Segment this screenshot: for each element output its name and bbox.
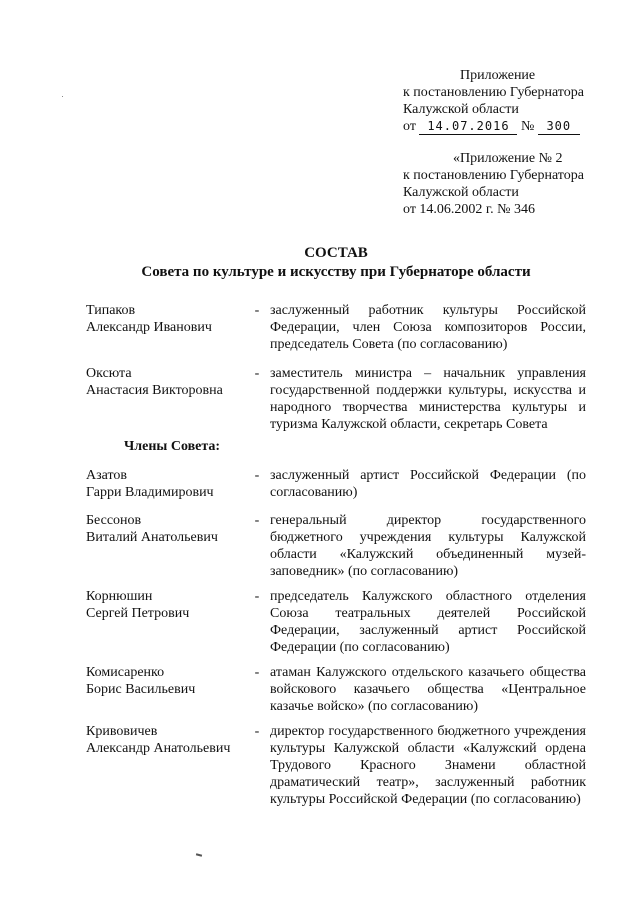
person-name [86, 512, 246, 546]
person-surname: Корнюшин [86, 589, 153, 604]
document-title: СОСТАВ [304, 245, 368, 261]
dash: - [254, 589, 260, 604]
person-surname: Бессонов [86, 513, 142, 528]
person-row [86, 365, 586, 445]
person-name [86, 365, 246, 399]
person-given-name: Александр Иванович [86, 320, 212, 335]
person-description: атаман Калужского отдельского казачьего общества войскового казачьего общества «Центральное казачье войско» (по согласованию) [270, 665, 586, 714]
person-surname: Типаков [86, 303, 136, 318]
date-value: 14.07.2016 [419, 119, 517, 135]
appendix2-line-2: Калужской области [403, 185, 519, 200]
person-given-name: Борис Васильевич [86, 682, 196, 697]
scan-mark [196, 853, 202, 856]
person-description: генеральный директор государственного бюджетного учреждения культуры Калужской области «Калужский объединенный музей-заповедник» (по согласованию) [270, 513, 586, 579]
appendix2-line-3: от 14.06.2002 г. № 346 [403, 202, 535, 217]
person-row [86, 512, 586, 592]
dash: - [254, 665, 260, 680]
person-name [86, 302, 246, 336]
date-prefix: от [403, 119, 416, 134]
person-description: заслуженный артист Российской Федерации (по согласованию) [270, 468, 586, 500]
dash: - [254, 303, 260, 318]
appendix2-title: «Приложение № 2 [453, 151, 563, 166]
person-surname: Комисаренко [86, 665, 165, 680]
appendix-title: Приложение [460, 68, 536, 83]
scan-speck [62, 96, 63, 97]
person-given-name: Сергей Петрович [86, 606, 190, 621]
person-given-name: Виталий Анатольевич [86, 530, 218, 545]
person-name [86, 588, 246, 622]
number-prefix: № [520, 119, 535, 134]
person-given-name: Александр Анатольевич [86, 741, 231, 756]
appendix2-header [403, 150, 603, 218]
members-heading: Члены Совета: [124, 439, 221, 454]
person-description: заслуженный работник культуры Российской Федерации, член Союза композиторов России, председатель Совета (по согласованию) [270, 303, 586, 352]
document-subtitle: Совета по культуре и искусству при Губернаторе области [141, 264, 531, 280]
person-name [86, 723, 246, 757]
dash: - [254, 724, 260, 739]
person-surname: Азатов [86, 468, 128, 483]
person-name [86, 664, 246, 698]
person-row [86, 588, 586, 668]
appendix-line-1: к постановлению Губернатора [403, 85, 584, 100]
person-row [86, 723, 586, 813]
person-name [86, 467, 246, 501]
appendix2-line-1: к постановлению Губернатора [403, 168, 584, 183]
person-description: директор государственного бюджетного учреждения культуры Калужской области «Калужский ордена Трудового Красного Знамени областной драматический театр», заслуженный работник культуры Российской Федерации (по согласованию) [270, 724, 586, 807]
person-given-name: Анастасия Викторовна [86, 383, 223, 398]
person-given-name: Гарри Владимирович [86, 485, 214, 500]
dash: - [254, 366, 260, 381]
person-surname: Оксюта [86, 366, 132, 381]
person-description: заместитель министра – начальник управления государственной поддержки культуры, искусства и народного творчества министерства культуры и туризма Калужской области, секретарь Совета [270, 366, 586, 432]
appendix-header [403, 67, 603, 135]
appendix-date-line [403, 118, 603, 135]
person-description: председатель Калужского областного отделения Союза театральных деятелей Российской Федерации, заслуженный артист Российской Федерации (по согласованию) [270, 589, 586, 655]
dash: - [254, 513, 260, 528]
number-value: 300 [538, 119, 580, 135]
appendix-line-2: Калужской области [403, 102, 519, 117]
dash: - [254, 468, 260, 483]
person-surname: Кривовичев [86, 724, 158, 739]
